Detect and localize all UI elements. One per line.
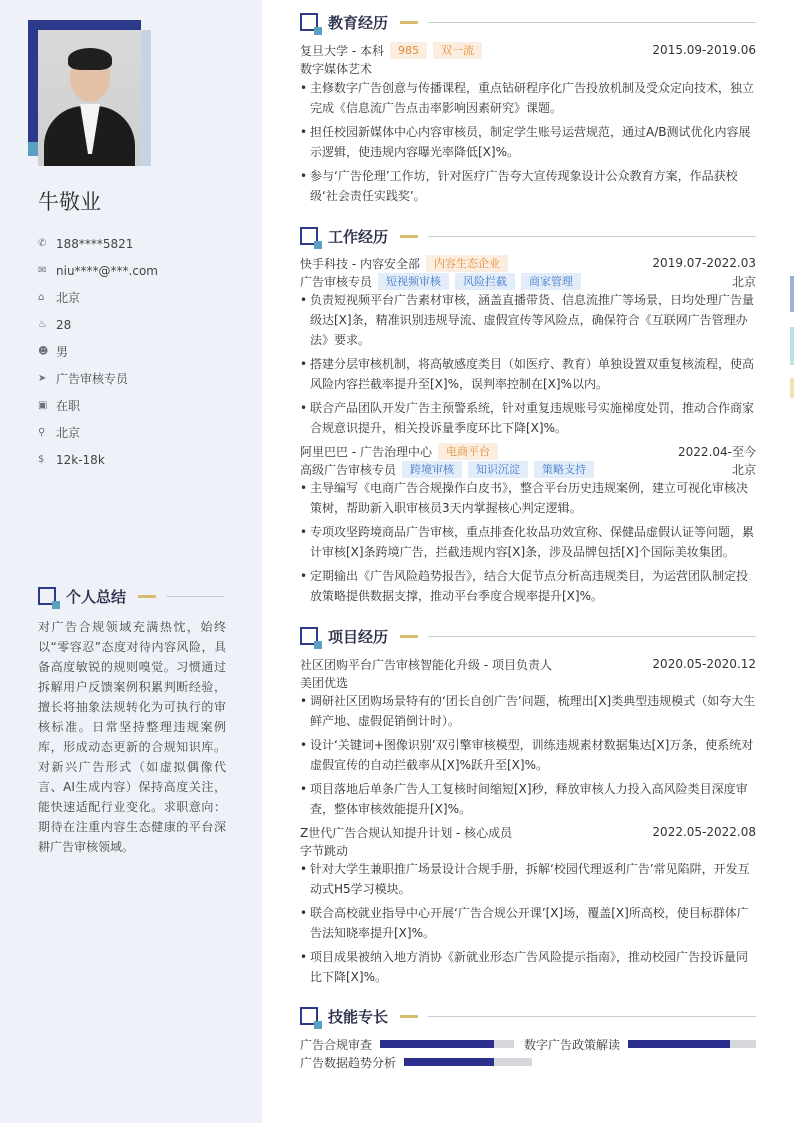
info-text: 男 <box>56 345 69 359</box>
avatar-photo <box>38 30 141 166</box>
info-age <box>38 311 238 338</box>
info-text: 北京 <box>56 291 81 305</box>
divider-line <box>428 236 756 237</box>
summary-title: 个人总结 <box>66 587 127 606</box>
skill-name: 数字广告政策解读 <box>524 1037 621 1052</box>
skill-name: 广告数据趋势分析 <box>300 1055 397 1070</box>
job-city: 北京 <box>731 462 756 477</box>
info-gender <box>38 338 238 365</box>
project-bullet: • 调研社区团购场景特有的‘团长自创广告’问题，梳理出[X]类典型违规模式（如夸大生鲜产地、虚假促销倒计时）。 <box>300 691 756 731</box>
education-bullet: • 参与‘广告伦理’工作坊，针对医疗广告夸大宣传现象设计公众教育方案，作品获校级‘社会责任实践奖’。 <box>300 166 756 206</box>
job-date: 2019.07-2022.03 <box>652 256 756 270</box>
section-box-icon <box>300 1007 318 1025</box>
info-phone <box>38 230 238 257</box>
job-bullet: • 定期输出《广告风险趋势报告》，结合大促节点分析高违规类目，为运营团队制定投放策略提供数据支撑，推动平台季度合规率提升[X]%。 <box>300 566 756 606</box>
edge-decoration <box>790 327 794 365</box>
education-title: 教育经历 <box>328 13 389 32</box>
info-text: 北京 <box>56 426 81 440</box>
info-text: niu****@***.com <box>56 263 158 278</box>
job-bullet: • 联合产品团队开发广告主预警系统，针对重复违规账号实施梯度处罚，推动合作商家合规意识提升，相关投诉量季度环比下降[X]%。 <box>300 398 756 438</box>
info-text: 在职 <box>56 399 81 413</box>
projects-title: 项目经历 <box>328 627 389 646</box>
major: 数字媒体艺术 <box>300 61 373 76</box>
edge-decoration <box>790 378 794 398</box>
location-icon: ⚲ <box>38 427 46 438</box>
skill-fill <box>628 1040 730 1048</box>
briefcase-icon: ▣ <box>38 400 48 411</box>
project-name: 社区团购平台广告审核智能化升级 - 项目负责人 <box>300 657 552 672</box>
company-tag: 内容生态企业 <box>426 255 508 272</box>
section-box-icon <box>300 13 318 31</box>
sidebar <box>0 0 262 1123</box>
salary-icon: $ <box>38 454 45 465</box>
info-text: 188****5821 <box>56 236 134 251</box>
skill-bar <box>628 1040 756 1048</box>
info-email <box>38 257 238 284</box>
role-tag: 商家管理 <box>521 273 581 290</box>
project-bullet: • 项目成果被纳入地方消协《新就业形态广告风险提示指南》，推动校园广告投诉量同比下降[X]%。 <box>300 947 756 987</box>
info-location <box>38 419 238 446</box>
job-bullet: • 专项攻坚跨境商品广告审核，重点排查化妆品功效宣称、保健品虚假认证等问题，累计审核[X]条跨境广告，拦截违规内容[X]条，涉及品牌包括[X]个国际美妆集团。 <box>300 522 756 562</box>
education-header-row <box>300 41 756 59</box>
role-tag: 跨境审核 <box>402 461 462 478</box>
summary-section-header <box>38 586 224 606</box>
divider-line <box>166 596 224 597</box>
project-bullet: • 项目落地后单条广告人工复核时间缩短[X]秒，释放审核人力投入高风险类目深度审查，整体审核效能提升[X]%。 <box>300 779 756 819</box>
job-role: 广告审核专员 <box>300 274 373 289</box>
summary-text: 对广告合规领域充满热忱，始终以“零容忍”态度对待内容风险，具备高度敏锐的规则嗅觉。习惯通过拆解用户反馈案例积累判断经验，擅长将抽象法规转化为可执行的审核标准。日常坚持整理违规案例库，形成动态更新的合规知识库。对新兴广告形式（如虚拟偶像代言、AI生成内容）保持高度关注，能快速适配行业变化。求职意向：期待在注重内容生态健康的平台深耕广告审核领域。 <box>38 620 226 854</box>
work-section-header <box>300 226 756 246</box>
role-tag: 风险拦截 <box>455 273 515 290</box>
job-role-row <box>300 460 756 478</box>
skill-name: 广告合规审查 <box>300 1037 373 1052</box>
project-header-row <box>300 655 756 673</box>
info-home <box>38 284 238 311</box>
job-role: 高级广告审核专员 <box>300 462 397 477</box>
section-box-icon <box>300 627 318 645</box>
project-name: Z世代广告合规认知提升计划 - 核心成员 <box>300 825 513 840</box>
school-name: 复旦大学 - 本科 <box>300 43 384 58</box>
project-org: 字节跳动 <box>300 843 349 858</box>
project-bullet: • 联合高校就业指导中心开展‘广告合规公开课’[X]场，覆盖[X]所高校，使目标群体广告法知晓率提升[X]%。 <box>300 903 756 943</box>
info-text: 28 <box>56 317 72 332</box>
skill-item <box>300 1054 532 1070</box>
job-city: 北京 <box>731 274 756 289</box>
email-icon: ✉ <box>38 265 47 276</box>
skill-bar <box>404 1058 532 1066</box>
education-section-header <box>300 12 756 32</box>
home-icon: ⌂ <box>38 292 45 303</box>
project-org-row <box>300 841 756 859</box>
divider-line <box>428 1016 756 1017</box>
job-header-row <box>300 442 756 460</box>
role-tag: 策略支持 <box>534 461 594 478</box>
job-bullet: • 搭建分层审核机制，将高敏感度类目（如医疗、教育）单独设置双重复核流程，使高风险内容拦截率提升至[X]%，误判率控制在[X]%以内。 <box>300 354 756 394</box>
project-bullet: • 设计‘关键词+图像识别’双引擎审核模型，训练违规素材数据集达[X]万条，使系统对虚假宣传的自动拦截率从[X]%跃升至[X]%。 <box>300 735 756 775</box>
cake-icon: ♨ <box>38 319 47 330</box>
project-date: 2020.05-2020.12 <box>652 657 756 671</box>
contact-info-list <box>38 230 238 473</box>
role-tag: 知识沉淀 <box>468 461 528 478</box>
job-role-row <box>300 272 756 290</box>
company-tag: 电商平台 <box>438 443 498 460</box>
education-date: 2015.09-2019.06 <box>652 43 756 57</box>
job-bullet: • 负责短视频平台广告素材审核，涵盖直播带货、信息流推广等场景，日均处理广告量级达[X]条，精准识别违规导流、虚假宣传等风险点，确保符合《互联网广告管理办法》要求。 <box>300 290 756 350</box>
education-bullet: • 担任校园新媒体中心内容审核员，制定学生账号运营规范，通过A/B测试优化内容展示逻辑，使违规内容曝光率降低[X]%。 <box>300 122 756 162</box>
section-box-icon <box>38 587 56 605</box>
skill-fill <box>380 1040 494 1048</box>
projects-section-header <box>300 626 756 646</box>
project-header-row <box>300 823 756 841</box>
info-text: 广告审核专员 <box>56 372 129 386</box>
project-org: 美团优选 <box>300 675 349 690</box>
skill-bar <box>380 1040 514 1048</box>
gold-divider <box>400 635 418 638</box>
divider-line <box>428 22 756 23</box>
school-tag: 985 <box>390 42 427 59</box>
role-tag: 短视频审核 <box>378 273 449 290</box>
send-icon: ➤ <box>38 373 47 384</box>
project-date: 2022.05-2022.08 <box>652 825 756 839</box>
info-salary <box>38 446 238 473</box>
phone-icon: ✆ <box>38 238 47 249</box>
job-header-row <box>300 254 756 272</box>
school-tag: 双一流 <box>433 42 482 59</box>
skill-item <box>524 1036 756 1052</box>
gold-divider <box>400 235 418 238</box>
project-bullet: • 针对大学生兼职推广场景设计合规手册，拆解‘校园代理返利广告’常见陷阱，开发互动式H5学习模块。 <box>300 859 756 899</box>
info-status <box>38 392 238 419</box>
divider-line <box>428 636 756 637</box>
info-position <box>38 365 238 392</box>
major-row <box>300 59 756 77</box>
face-icon: ☻ <box>38 346 49 357</box>
skill-item <box>300 1036 514 1052</box>
section-box-icon <box>300 227 318 245</box>
skill-fill <box>404 1058 494 1066</box>
job-date: 2022.04-至今 <box>678 444 756 459</box>
gold-divider <box>138 595 156 598</box>
skills-section-header <box>300 1006 756 1026</box>
company-name: 快手科技 - 内容安全部 <box>300 256 420 271</box>
job-bullet: • 主导编写《电商广告合规操作白皮书》，整合平台历史违规案例，建立可视化审核决策树，帮助新入职审核员3天内掌握核心判定逻辑。 <box>300 478 756 518</box>
work-title: 工作经历 <box>328 227 389 246</box>
company-name: 阿里巴巴 - 广告治理中心 <box>300 444 432 459</box>
info-text: 12k-18k <box>56 452 105 467</box>
edge-decoration <box>790 276 794 312</box>
gold-divider <box>400 21 418 24</box>
education-bullet: • 主修数字广告创意与传播课程，重点钻研程序化广告投放机制及受众定向技术，独立完成《信息流广告点击率影响因素研究》课题。 <box>300 78 756 118</box>
project-org-row <box>300 673 756 691</box>
gold-divider <box>400 1015 418 1018</box>
candidate-name: 牛敬业 <box>38 190 101 214</box>
skills-title: 技能专长 <box>328 1007 389 1026</box>
